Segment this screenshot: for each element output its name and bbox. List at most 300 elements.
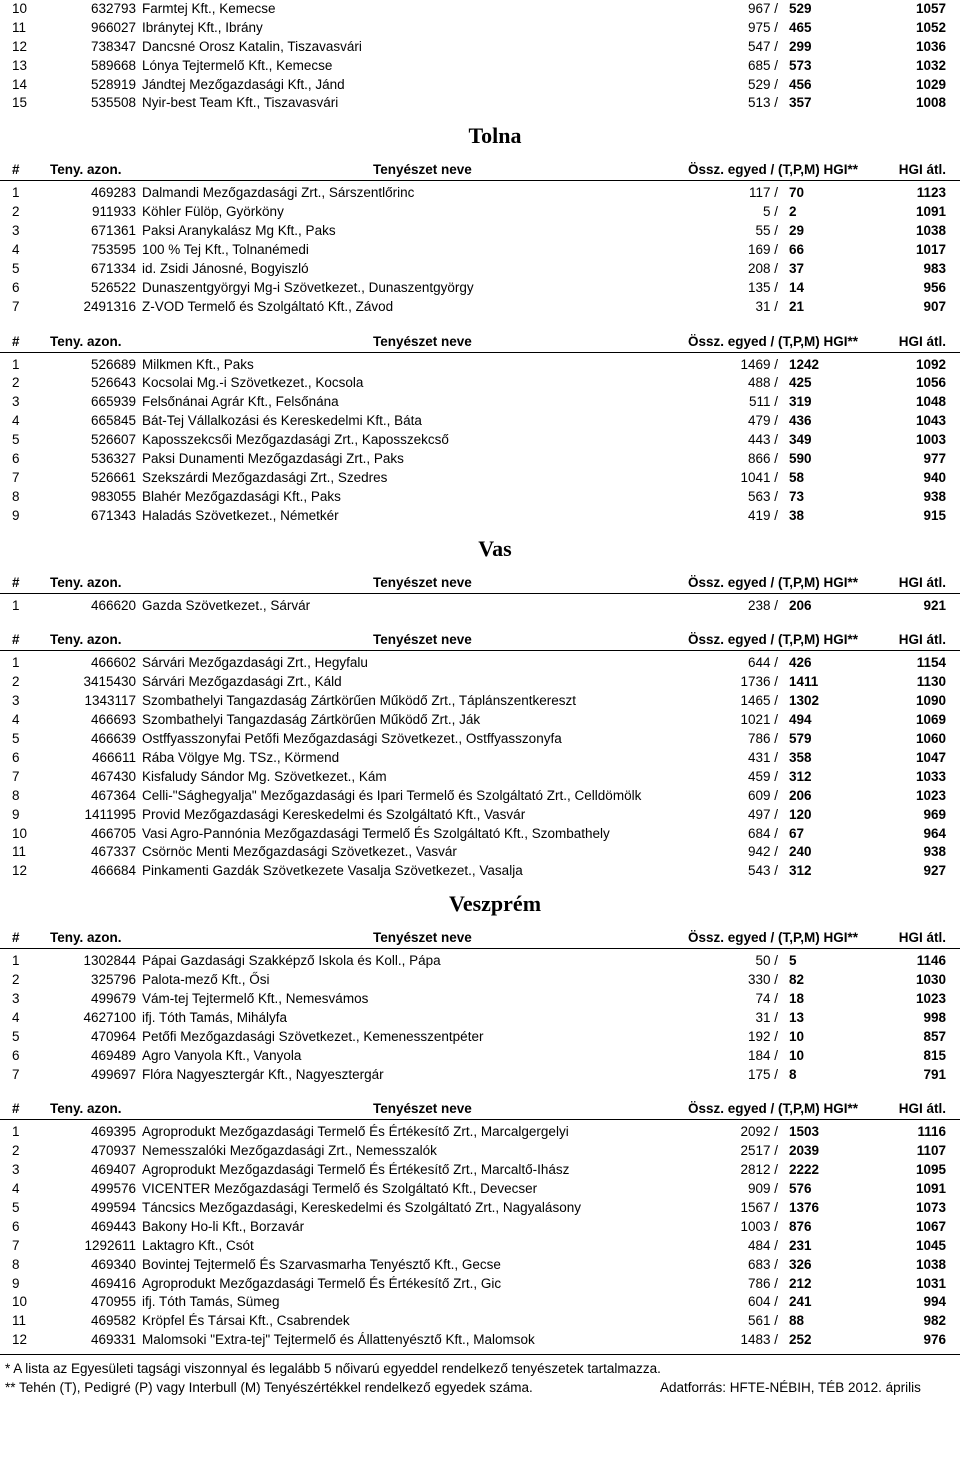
hgi-count: 10 bbox=[789, 1047, 805, 1063]
table-row bbox=[0, 19, 960, 38]
hgi-count: 29 bbox=[789, 223, 805, 239]
hgi-average: 938 bbox=[923, 488, 946, 504]
header-name: Tenyészet neve bbox=[373, 333, 472, 349]
herd-name: Paksi Aranykalász Mg Kft., Paks bbox=[142, 223, 336, 239]
total-count: 511 / bbox=[748, 394, 778, 410]
herd-name: Kröpfel És Társai Kft., Csabrendek bbox=[142, 1313, 350, 1329]
herd-id: 535508 bbox=[90, 95, 136, 111]
table-header bbox=[0, 629, 960, 651]
table-row bbox=[0, 1275, 960, 1294]
table-row bbox=[0, 1009, 960, 1028]
herd-id: 466602 bbox=[90, 655, 136, 671]
herd-name: Kisfaludy Sándor Mg. Szövetkezet., Kám bbox=[142, 768, 387, 784]
hgi-average: 1107 bbox=[916, 1143, 946, 1159]
hgi-count: 206 bbox=[789, 787, 812, 803]
header-id: Teny. azon. bbox=[50, 632, 122, 648]
herd-id: 466684 bbox=[90, 863, 136, 879]
hgi-count: 573 bbox=[789, 57, 812, 73]
hgi-count: 312 bbox=[789, 768, 812, 784]
herd-name: Szekszárdi Mezőgazdasági Zrt., Szedres bbox=[142, 469, 388, 485]
rank: 8 bbox=[12, 787, 20, 803]
rank: 4 bbox=[12, 712, 20, 728]
hgi-count: 358 bbox=[789, 749, 812, 765]
total-count: 431 / bbox=[747, 749, 778, 765]
herd-name: Agro Vanyola Kft., Vanyola bbox=[142, 1047, 302, 1063]
table-row bbox=[0, 952, 960, 971]
header-id: Teny. azon. bbox=[50, 162, 122, 178]
herd-name: Csörnöc Menti Mezőgazdasági Szövetkezet., Vasvár bbox=[142, 844, 457, 860]
rank: 3 bbox=[12, 990, 20, 1006]
total-count: 866 / bbox=[747, 451, 778, 467]
herd-name: Jándtej Mezőgazdasági Kft., Jánd bbox=[142, 76, 345, 92]
herd-id: 632793 bbox=[90, 1, 136, 16]
hgi-count: 2039 bbox=[789, 1143, 820, 1159]
hgi-count: 576 bbox=[789, 1181, 812, 1197]
table-row bbox=[0, 1047, 960, 1066]
herd-id: 499697 bbox=[90, 1066, 136, 1082]
hgi-count: 18 bbox=[789, 990, 805, 1006]
hgi-count: 206 bbox=[789, 597, 812, 613]
table-row bbox=[0, 768, 960, 787]
hgi-average: 1154 bbox=[916, 655, 946, 671]
total-count: 547 / bbox=[747, 38, 778, 54]
rank: 3 bbox=[12, 693, 20, 709]
hgi-average: 1073 bbox=[915, 1199, 946, 1215]
total-count: 1465 / bbox=[740, 693, 778, 709]
total-count: 1736 / bbox=[740, 674, 778, 690]
rank: 4 bbox=[12, 413, 20, 429]
hgi-count: 876 bbox=[789, 1218, 812, 1234]
rank: 10 bbox=[12, 1294, 28, 1310]
herd-id: 911933 bbox=[91, 204, 136, 220]
total-count: 1021 / bbox=[740, 712, 778, 728]
herd-name: Ostffyasszonyfai Petőfi Mezőgazdasági Szövetkezet., Ostffyasszonyfa bbox=[142, 731, 562, 747]
rank: 5 bbox=[12, 260, 20, 276]
herd-name: id. Zsidi Jánosné, Bogyiszló bbox=[142, 260, 309, 276]
hgi-average: 921 bbox=[923, 597, 946, 613]
header-id: Teny. azon. bbox=[50, 930, 122, 946]
herd-id: 499679 bbox=[90, 990, 136, 1006]
herd-id: 526522 bbox=[90, 279, 136, 295]
table-row bbox=[0, 711, 960, 730]
rank: 2 bbox=[12, 375, 20, 391]
county-heading: Veszprém bbox=[448, 891, 542, 917]
rank: 6 bbox=[12, 1047, 20, 1063]
herd-id: 470937 bbox=[90, 1143, 136, 1159]
rank: 6 bbox=[12, 451, 20, 467]
hgi-average: 998 bbox=[923, 1009, 946, 1025]
hgi-average: 964 bbox=[923, 825, 946, 841]
table-row bbox=[0, 488, 960, 507]
herd-name: Milkmen Kft., Paks bbox=[142, 356, 254, 372]
hgi-count: 66 bbox=[789, 242, 805, 258]
table-row bbox=[0, 1161, 960, 1180]
rank: 7 bbox=[12, 469, 20, 485]
header-hash: # bbox=[12, 632, 20, 648]
total-count: 459 / bbox=[747, 768, 778, 784]
header-atl: HGI átl. bbox=[898, 632, 946, 648]
herd-id: 589668 bbox=[90, 57, 136, 73]
herd-id: 2491316 bbox=[83, 298, 136, 314]
section-gap bbox=[0, 317, 960, 331]
total-count: 117 / bbox=[748, 185, 778, 201]
table-row bbox=[0, 1066, 960, 1085]
hgi-average: 1146 bbox=[916, 953, 946, 969]
herd-id: 671334 bbox=[90, 260, 136, 276]
header-atl: HGI átl. bbox=[898, 1101, 946, 1117]
herd-id: 526607 bbox=[90, 432, 136, 448]
herd-id: 526661 bbox=[90, 469, 136, 485]
hgi-average: 994 bbox=[923, 1294, 946, 1310]
herd-id: 469395 bbox=[90, 1124, 136, 1140]
rank: 7 bbox=[12, 1066, 20, 1082]
herd-name: Rába Völgye Mg. TSz., Körmend bbox=[142, 749, 340, 765]
total-count: 1469 / bbox=[740, 356, 778, 372]
table-row bbox=[0, 356, 960, 375]
hgi-count: 252 bbox=[789, 1332, 812, 1348]
rank: 1 bbox=[12, 1124, 20, 1140]
header-ossz: Össz. egyed / (T,P,M) HGI** bbox=[688, 333, 859, 349]
hgi-average: 1057 bbox=[915, 1, 946, 16]
header-id: Teny. azon. bbox=[50, 1101, 122, 1117]
hgi-average: 1029 bbox=[915, 76, 946, 92]
rank: 5 bbox=[12, 1028, 20, 1044]
county-heading: Tolna bbox=[468, 123, 522, 149]
rank: 7 bbox=[12, 768, 20, 784]
hgi-count: 1503 bbox=[789, 1124, 820, 1140]
table-row bbox=[0, 730, 960, 749]
rank: 1 bbox=[12, 185, 20, 201]
hgi-average: 1092 bbox=[915, 356, 946, 372]
header-hash: # bbox=[12, 574, 20, 590]
hgi-count: 1411 bbox=[789, 674, 819, 690]
total-count: 169 / bbox=[747, 242, 778, 258]
herd-name: Nemesszalóki Mezőgazdasági Zrt., Nemesszalók bbox=[142, 1143, 437, 1159]
section-gap bbox=[0, 1084, 960, 1098]
rank: 10 bbox=[12, 1, 28, 16]
total-count: 55 / bbox=[755, 223, 778, 239]
hgi-count: 38 bbox=[789, 507, 805, 523]
herd-name: Agroprodukt Mezőgazdasági Termelő És Értékesítő Zrt., Marcalgergelyi bbox=[142, 1124, 569, 1140]
hgi-average: 1069 bbox=[915, 712, 946, 728]
hgi-count: 299 bbox=[789, 38, 812, 54]
hgi-average: 1031 bbox=[915, 1275, 946, 1291]
hgi-average: 1033 bbox=[915, 768, 946, 784]
hgi-average: 907 bbox=[923, 298, 946, 314]
herd-name: Lónya Tejtermelő Kft., Kemecse bbox=[142, 57, 333, 73]
hgi-average: 1038 bbox=[915, 223, 946, 239]
table-row bbox=[0, 1028, 960, 1047]
herd-id: 1302844 bbox=[83, 953, 136, 969]
herd-id: 469331 bbox=[90, 1332, 136, 1348]
table-row bbox=[0, 1312, 960, 1331]
hgi-average: 927 bbox=[923, 863, 946, 879]
herd-name: Pinkamenti Gazdák Szövetkezete Vasalja Szövetkezet., Vasalja bbox=[142, 863, 523, 879]
hgi-count: 319 bbox=[789, 394, 812, 410]
hgi-count: 13 bbox=[789, 1009, 805, 1025]
herd-name: Agroprodukt Mezőgazdasági Termelő És Értékesítő Zrt., Gic bbox=[142, 1275, 502, 1291]
table-row bbox=[0, 412, 960, 431]
hgi-average: 1060 bbox=[915, 731, 946, 747]
header-hash: # bbox=[12, 162, 20, 178]
total-count: 644 / bbox=[747, 655, 778, 671]
rank: 12 bbox=[12, 1332, 28, 1348]
total-count: 1483 / bbox=[740, 1332, 778, 1348]
herd-name: ifj. Tóth Tamás, Mihályfa bbox=[142, 1009, 288, 1025]
rank: 2 bbox=[12, 1143, 20, 1159]
total-count: 561 / bbox=[747, 1313, 778, 1329]
herd-id: 4627100 bbox=[83, 1009, 136, 1025]
header-atl: HGI átl. bbox=[898, 930, 946, 946]
herd-id: 671361 bbox=[90, 223, 136, 239]
table-row bbox=[0, 57, 960, 76]
header-ossz: Össz. egyed / (T,P,M) HGI** bbox=[688, 632, 859, 648]
total-count: 443 / bbox=[747, 432, 778, 448]
total-count: 192 / bbox=[747, 1028, 778, 1044]
herd-id: 1292611 bbox=[84, 1237, 136, 1253]
herd-name: Dalmandi Mezőgazdasági Zrt., Sárszentlőrinc bbox=[142, 185, 415, 201]
hgi-average: 915 bbox=[923, 507, 946, 523]
herd-name: Agroprodukt Mezőgazdasági Termelő És Értékesítő Zrt., Marcaltő-Ihász bbox=[142, 1162, 570, 1178]
herd-name: Kaposszekcsői Mezőgazdasági Zrt., Kaposszekcső bbox=[142, 432, 449, 448]
herd-name: Köhler Fülöp, Györköny bbox=[142, 204, 284, 220]
county-heading: Vas bbox=[478, 535, 512, 561]
total-count: 909 / bbox=[747, 1181, 778, 1197]
table-row bbox=[0, 1293, 960, 1312]
table-row bbox=[0, 450, 960, 469]
herd-id: 469416 bbox=[90, 1275, 136, 1291]
hgi-count: 37 bbox=[789, 260, 805, 276]
header-id: Teny. azon. bbox=[50, 574, 122, 590]
hgi-count: 88 bbox=[789, 1313, 805, 1329]
herd-id: 499594 bbox=[90, 1199, 136, 1215]
herd-id: 983055 bbox=[90, 488, 136, 504]
table-row bbox=[0, 241, 960, 260]
hgi-average: 1032 bbox=[915, 57, 946, 73]
herd-id: 536327 bbox=[90, 451, 136, 467]
hgi-average: 976 bbox=[923, 1332, 946, 1348]
total-count: 685 / bbox=[747, 57, 778, 73]
table-row bbox=[0, 507, 960, 526]
table-row bbox=[0, 1199, 960, 1218]
hgi-count: 10 bbox=[789, 1028, 805, 1044]
rank: 13 bbox=[12, 57, 28, 73]
footnote-1 bbox=[0, 1359, 960, 1378]
total-count: 2812 / bbox=[740, 1162, 778, 1178]
hgi-average: 1067 bbox=[915, 1218, 946, 1234]
total-count: 683 / bbox=[747, 1256, 778, 1272]
herd-name: Blahér Mezőgazdasági Kft., Paks bbox=[142, 488, 341, 504]
hgi-average: 1043 bbox=[915, 413, 946, 429]
header-id: Teny. azon. bbox=[50, 333, 122, 349]
header-atl: HGI átl. bbox=[898, 333, 946, 349]
rank: 7 bbox=[12, 298, 20, 314]
header-hash: # bbox=[12, 1101, 20, 1117]
total-count: 31 / bbox=[755, 1009, 778, 1025]
herd-name: Bovintej Tejtermelő És Szarvasmarha Tenyésztő Kft., Gecse bbox=[142, 1256, 501, 1272]
herd-id: 466611 bbox=[91, 749, 136, 765]
rank: 1 bbox=[12, 953, 20, 969]
hgi-average: 791 bbox=[923, 1066, 946, 1082]
hgi-average: 1095 bbox=[915, 1162, 946, 1178]
total-count: 484 / bbox=[747, 1237, 778, 1253]
herd-id: 753595 bbox=[90, 242, 136, 258]
rank: 4 bbox=[12, 1009, 20, 1025]
herd-id: 469489 bbox=[90, 1047, 136, 1063]
herd-id: 470964 bbox=[90, 1028, 136, 1044]
herd-name: Laktagro Kft., Csót bbox=[142, 1237, 254, 1253]
rank: 9 bbox=[12, 1275, 20, 1291]
hgi-average: 1056 bbox=[915, 375, 946, 391]
total-count: 135 / bbox=[747, 279, 778, 295]
hgi-average: 956 bbox=[923, 279, 946, 295]
header-name: Tenyészet neve bbox=[373, 930, 472, 946]
herd-name: Kocsolai Mg.-i Szövetkezet., Kocsola bbox=[142, 375, 364, 391]
footnote-2-text: ** Tehén (T), Pedigré (P) vagy Interbull (M) Tenyészértékkel rendelkező egyedek száma. bbox=[5, 1380, 533, 1396]
rank: 12 bbox=[12, 38, 28, 54]
rank: 2 bbox=[12, 674, 20, 690]
rank: 11 bbox=[12, 19, 27, 35]
hgi-average: 1017 bbox=[915, 242, 946, 258]
footnote-1-text: * A lista az Egyesületi tagsági viszonnyal és legalább 5 nőivarú egyeddel rendelkező tenyészetek tartalmazza. bbox=[5, 1361, 661, 1377]
herd-id: 671343 bbox=[90, 507, 136, 523]
herd-id: 966027 bbox=[90, 19, 136, 35]
herd-id: 325796 bbox=[90, 972, 136, 988]
hgi-average: 1036 bbox=[915, 38, 946, 54]
hgi-count: 590 bbox=[789, 451, 812, 467]
herd-name: 100 % Tej Kft., Tolnanémedi bbox=[142, 242, 309, 258]
total-count: 184 / bbox=[747, 1047, 778, 1063]
herd-id: 469443 bbox=[90, 1218, 136, 1234]
table-row bbox=[0, 1180, 960, 1199]
hgi-average: 1052 bbox=[915, 19, 946, 35]
table-row bbox=[0, 862, 960, 881]
hgi-count: 465 bbox=[789, 19, 812, 35]
herd-name: Farmtej Kft., Kemecse bbox=[142, 1, 276, 16]
total-count: 330 / bbox=[747, 972, 778, 988]
table-row bbox=[0, 374, 960, 393]
rank: 11 bbox=[12, 1313, 27, 1329]
herd-name: Sárvári Mezőgazdasági Zrt., Káld bbox=[142, 674, 342, 690]
hgi-average: 1091 bbox=[915, 1181, 946, 1197]
rank: 11 bbox=[12, 844, 27, 860]
hgi-average: 857 bbox=[923, 1028, 946, 1044]
table-header bbox=[0, 572, 960, 594]
header-atl: HGI átl. bbox=[898, 574, 946, 590]
table-row bbox=[0, 279, 960, 298]
hgi-count: 1376 bbox=[789, 1199, 820, 1215]
rank: 8 bbox=[12, 1256, 20, 1272]
total-count: 488 / bbox=[747, 375, 778, 391]
rank: 12 bbox=[12, 863, 28, 879]
total-count: 786 / bbox=[747, 731, 778, 747]
hgi-count: 456 bbox=[789, 76, 812, 92]
total-count: 543 / bbox=[747, 863, 778, 879]
hgi-average: 1003 bbox=[915, 432, 946, 448]
table-row bbox=[0, 298, 960, 317]
herd-id: 3415430 bbox=[83, 674, 136, 690]
total-count: 684 / bbox=[747, 825, 778, 841]
total-count: 563 / bbox=[747, 488, 778, 504]
herd-id: 470955 bbox=[90, 1294, 136, 1310]
rank: 1 bbox=[12, 356, 20, 372]
table-row bbox=[0, 1331, 960, 1350]
rank: 6 bbox=[12, 1218, 20, 1234]
rank: 5 bbox=[12, 432, 20, 448]
hgi-average: 982 bbox=[923, 1313, 946, 1329]
header-ossz: Össz. egyed / (T,P,M) HGI** bbox=[688, 162, 859, 178]
total-count: 419 / bbox=[747, 507, 778, 523]
hgi-count: 436 bbox=[789, 413, 812, 429]
herd-name: Paksi Dunamenti Mezőgazdasági Zrt., Paks bbox=[142, 451, 404, 467]
table-row bbox=[0, 76, 960, 95]
hgi-count: 67 bbox=[789, 825, 805, 841]
herd-name: Felsőnánai Agrár Kft., Felsőnána bbox=[142, 394, 339, 410]
hgi-count: 326 bbox=[789, 1256, 812, 1272]
table-row bbox=[0, 1256, 960, 1275]
rank: 1 bbox=[12, 655, 20, 671]
hgi-count: 1302 bbox=[789, 693, 820, 709]
table-row bbox=[0, 203, 960, 222]
rank: 6 bbox=[12, 749, 20, 765]
data-source: Adatforrás: HFTE-NÉBIH, TÉB 2012. április bbox=[660, 1380, 921, 1396]
header-name: Tenyészet neve bbox=[373, 162, 472, 178]
rank: 4 bbox=[12, 1181, 20, 1197]
rank: 15 bbox=[12, 95, 28, 111]
table-row bbox=[0, 787, 960, 806]
table-row bbox=[0, 393, 960, 412]
total-count: 74 / bbox=[755, 990, 778, 1006]
herd-id: 467364 bbox=[90, 787, 136, 803]
total-count: 786 / bbox=[747, 1275, 778, 1291]
table-row bbox=[0, 38, 960, 57]
hgi-count: 426 bbox=[789, 655, 812, 671]
total-count: 238 / bbox=[747, 597, 778, 613]
rank: 2 bbox=[12, 204, 20, 220]
herd-name: Bát-Tej Vállalkozási és Kereskedelmi Kft., Báta bbox=[142, 413, 422, 429]
table-header bbox=[0, 1098, 960, 1120]
herd-name: Ibránytej Kft., Ibrány bbox=[142, 19, 263, 35]
herd-id: 469407 bbox=[90, 1162, 136, 1178]
herd-name: Pápai Gazdasági Szakképző Iskola és Koll., Pápa bbox=[142, 953, 441, 969]
hgi-average: 1038 bbox=[915, 1256, 946, 1272]
hgi-average: 1116 bbox=[917, 1124, 946, 1140]
herd-id: 499576 bbox=[90, 1181, 136, 1197]
total-count: 50 / bbox=[755, 953, 778, 969]
rank: 9 bbox=[12, 806, 20, 822]
table-row bbox=[0, 749, 960, 768]
hgi-average: 940 bbox=[923, 469, 946, 485]
herd-name: Petőfi Mezőgazdasági Szövetkezet., Kemenesszentpéter bbox=[142, 1028, 484, 1044]
herd-name: Szombathelyi Tangazdaság Zártkörűen Működő Zrt., Ják bbox=[142, 712, 481, 728]
herd-name: Provid Mezőgazdasági Kereskedelmi és Szolgáltató Kft., Vasvár bbox=[142, 806, 526, 822]
hgi-average: 1123 bbox=[916, 185, 946, 201]
hgi-count: 312 bbox=[789, 863, 812, 879]
header-name: Tenyészet neve bbox=[373, 574, 472, 590]
rank: 6 bbox=[12, 279, 20, 295]
hgi-count: 231 bbox=[789, 1237, 812, 1253]
herd-id: 1411995 bbox=[84, 806, 136, 822]
hgi-count: 529 bbox=[789, 1, 812, 16]
rank: 5 bbox=[12, 1199, 20, 1215]
herd-name: Haladás Szövetkezet., Németkér bbox=[142, 507, 339, 523]
header-name: Tenyészet neve bbox=[373, 1101, 472, 1117]
header-hash: # bbox=[12, 333, 20, 349]
herd-id: 1343117 bbox=[84, 693, 136, 709]
section-gap bbox=[0, 615, 960, 629]
hgi-average: 938 bbox=[923, 844, 946, 860]
herd-id: 665939 bbox=[90, 394, 136, 410]
